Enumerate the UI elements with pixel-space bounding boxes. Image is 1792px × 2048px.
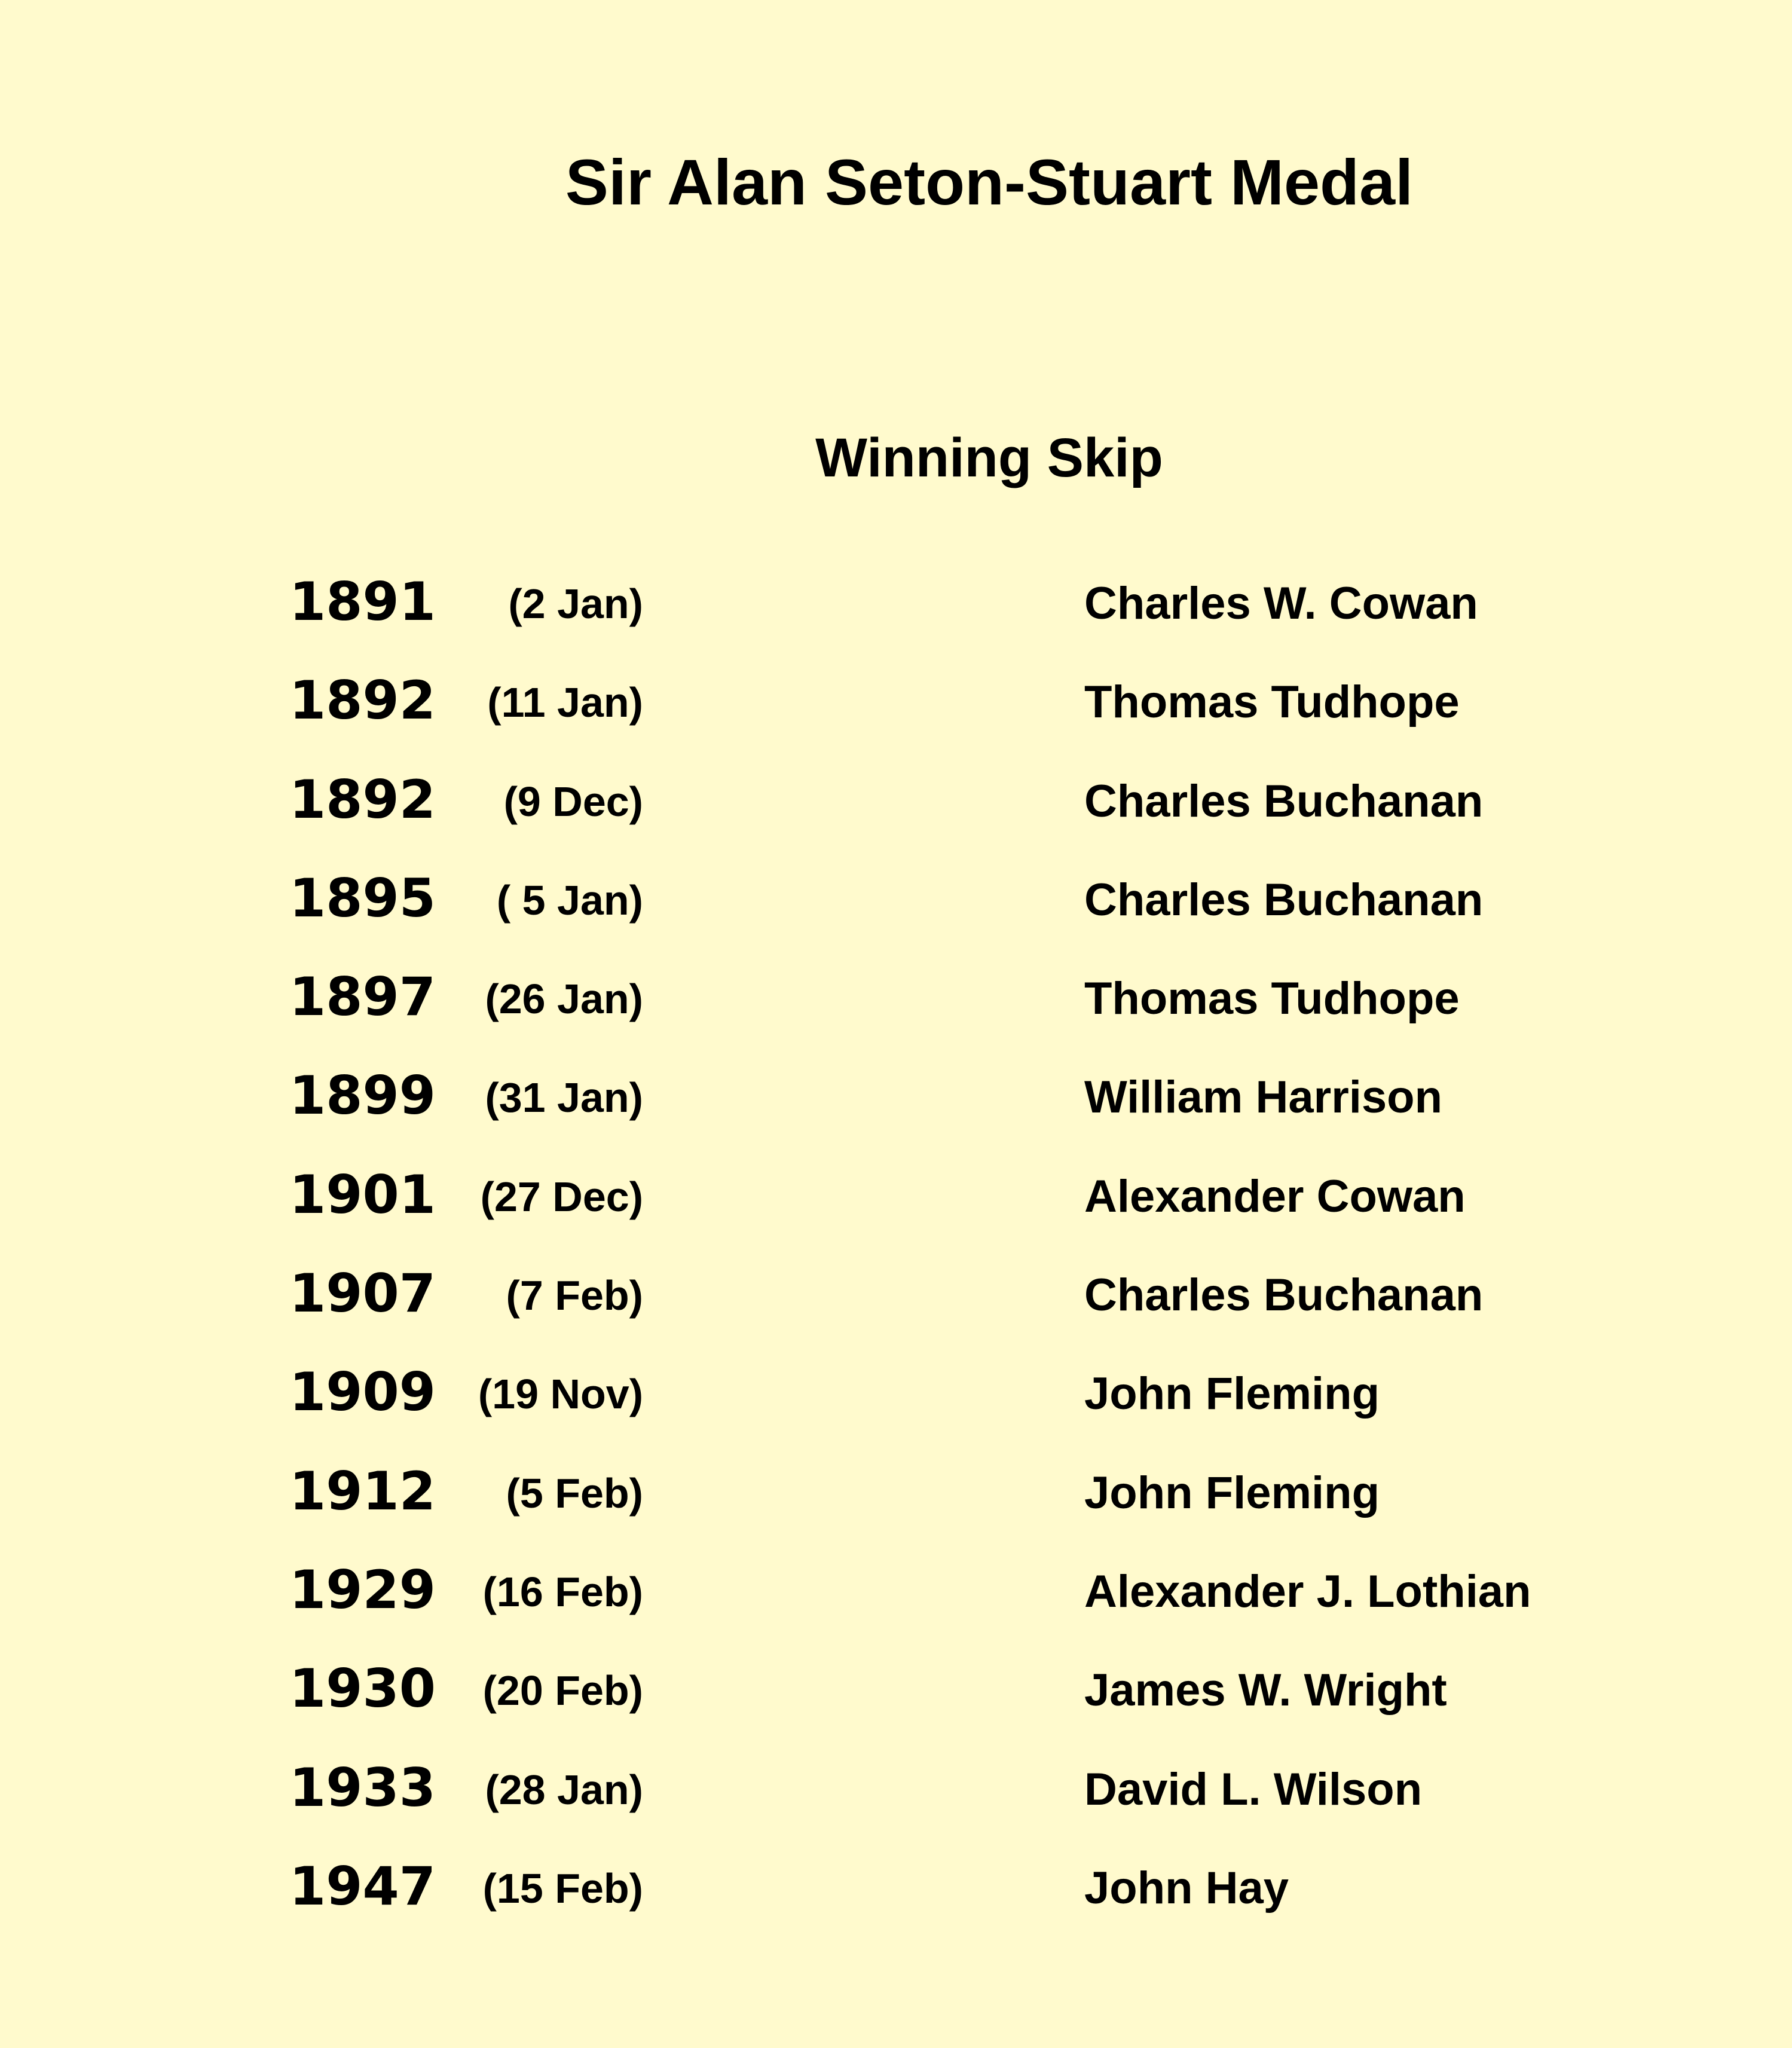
list-item	[0, 1162, 1792, 1261]
date: (26 Jan)	[485, 976, 643, 1023]
date: (20 Feb)	[482, 1667, 643, 1714]
date: (31 Jan)	[485, 1074, 643, 1121]
date: (15 Feb)	[482, 1864, 643, 1912]
winning-skip: William Harrison	[1084, 1072, 1443, 1123]
list-item	[0, 964, 1792, 1063]
list-item	[0, 668, 1792, 766]
winning-skip: Alexander J. Lothian	[1084, 1566, 1531, 1617]
winning-skip: James W. Wright	[1084, 1665, 1447, 1716]
year: 1912	[289, 1460, 436, 1522]
winning-skip: Charles Buchanan	[1084, 775, 1484, 827]
list-item	[0, 1755, 1792, 1854]
year: 1901	[289, 1163, 436, 1225]
date: (27 Dec)	[480, 1173, 643, 1220]
list-item	[0, 1557, 1792, 1656]
date: (11 Jan)	[487, 679, 643, 726]
list-item	[0, 866, 1792, 964]
date: (5 Feb)	[506, 1469, 643, 1517]
list-item	[0, 1261, 1792, 1359]
date: (16 Feb)	[482, 1568, 643, 1615]
winning-skip: John Hay	[1084, 1862, 1289, 1913]
winners-list	[0, 569, 1792, 1952]
winning-skip: John Fleming	[1084, 1368, 1380, 1420]
date: (19 Nov)	[478, 1371, 643, 1418]
date: (2 Jan)	[508, 580, 643, 627]
year: 1930	[289, 1658, 436, 1720]
year: 1909	[289, 1361, 436, 1423]
page-title: Sir Alan Seton-Stuart Medal	[565, 146, 1414, 218]
date: (7 Feb)	[506, 1272, 643, 1319]
winning-skip: Charles Buchanan	[1084, 874, 1484, 925]
winning-skip: John Fleming	[1084, 1467, 1380, 1518]
year: 1947	[289, 1855, 436, 1917]
year: 1892	[289, 768, 436, 830]
date: (28 Jan)	[485, 1766, 643, 1813]
column-heading-winning-skip: Winning Skip	[815, 427, 1163, 488]
list-item	[0, 1459, 1792, 1557]
winning-skip: Charles W. Cowan	[1084, 578, 1478, 629]
year: 1899	[289, 1065, 436, 1127]
winning-skip: David L. Wilson	[1084, 1763, 1423, 1815]
winning-skip: Thomas Tudhope	[1084, 973, 1460, 1025]
list-item	[0, 569, 1792, 668]
list-item	[0, 1854, 1792, 1952]
year: 1933	[289, 1756, 436, 1818]
list-item	[0, 1359, 1792, 1458]
year: 1907	[289, 1263, 436, 1325]
winning-skip: Thomas Tudhope	[1084, 677, 1460, 728]
list-item	[0, 1656, 1792, 1754]
year: 1929	[289, 1558, 436, 1621]
list-item	[0, 767, 1792, 866]
year: 1892	[289, 670, 436, 732]
winning-skip: Charles Buchanan	[1084, 1270, 1484, 1321]
year: 1891	[289, 571, 436, 632]
list-item	[0, 1063, 1792, 1161]
winning-skip: Alexander Cowan	[1084, 1170, 1466, 1222]
year: 1895	[289, 867, 436, 929]
date: ( 5 Jan)	[496, 876, 643, 924]
date: (9 Dec)	[503, 778, 643, 825]
year: 1897	[289, 966, 436, 1028]
